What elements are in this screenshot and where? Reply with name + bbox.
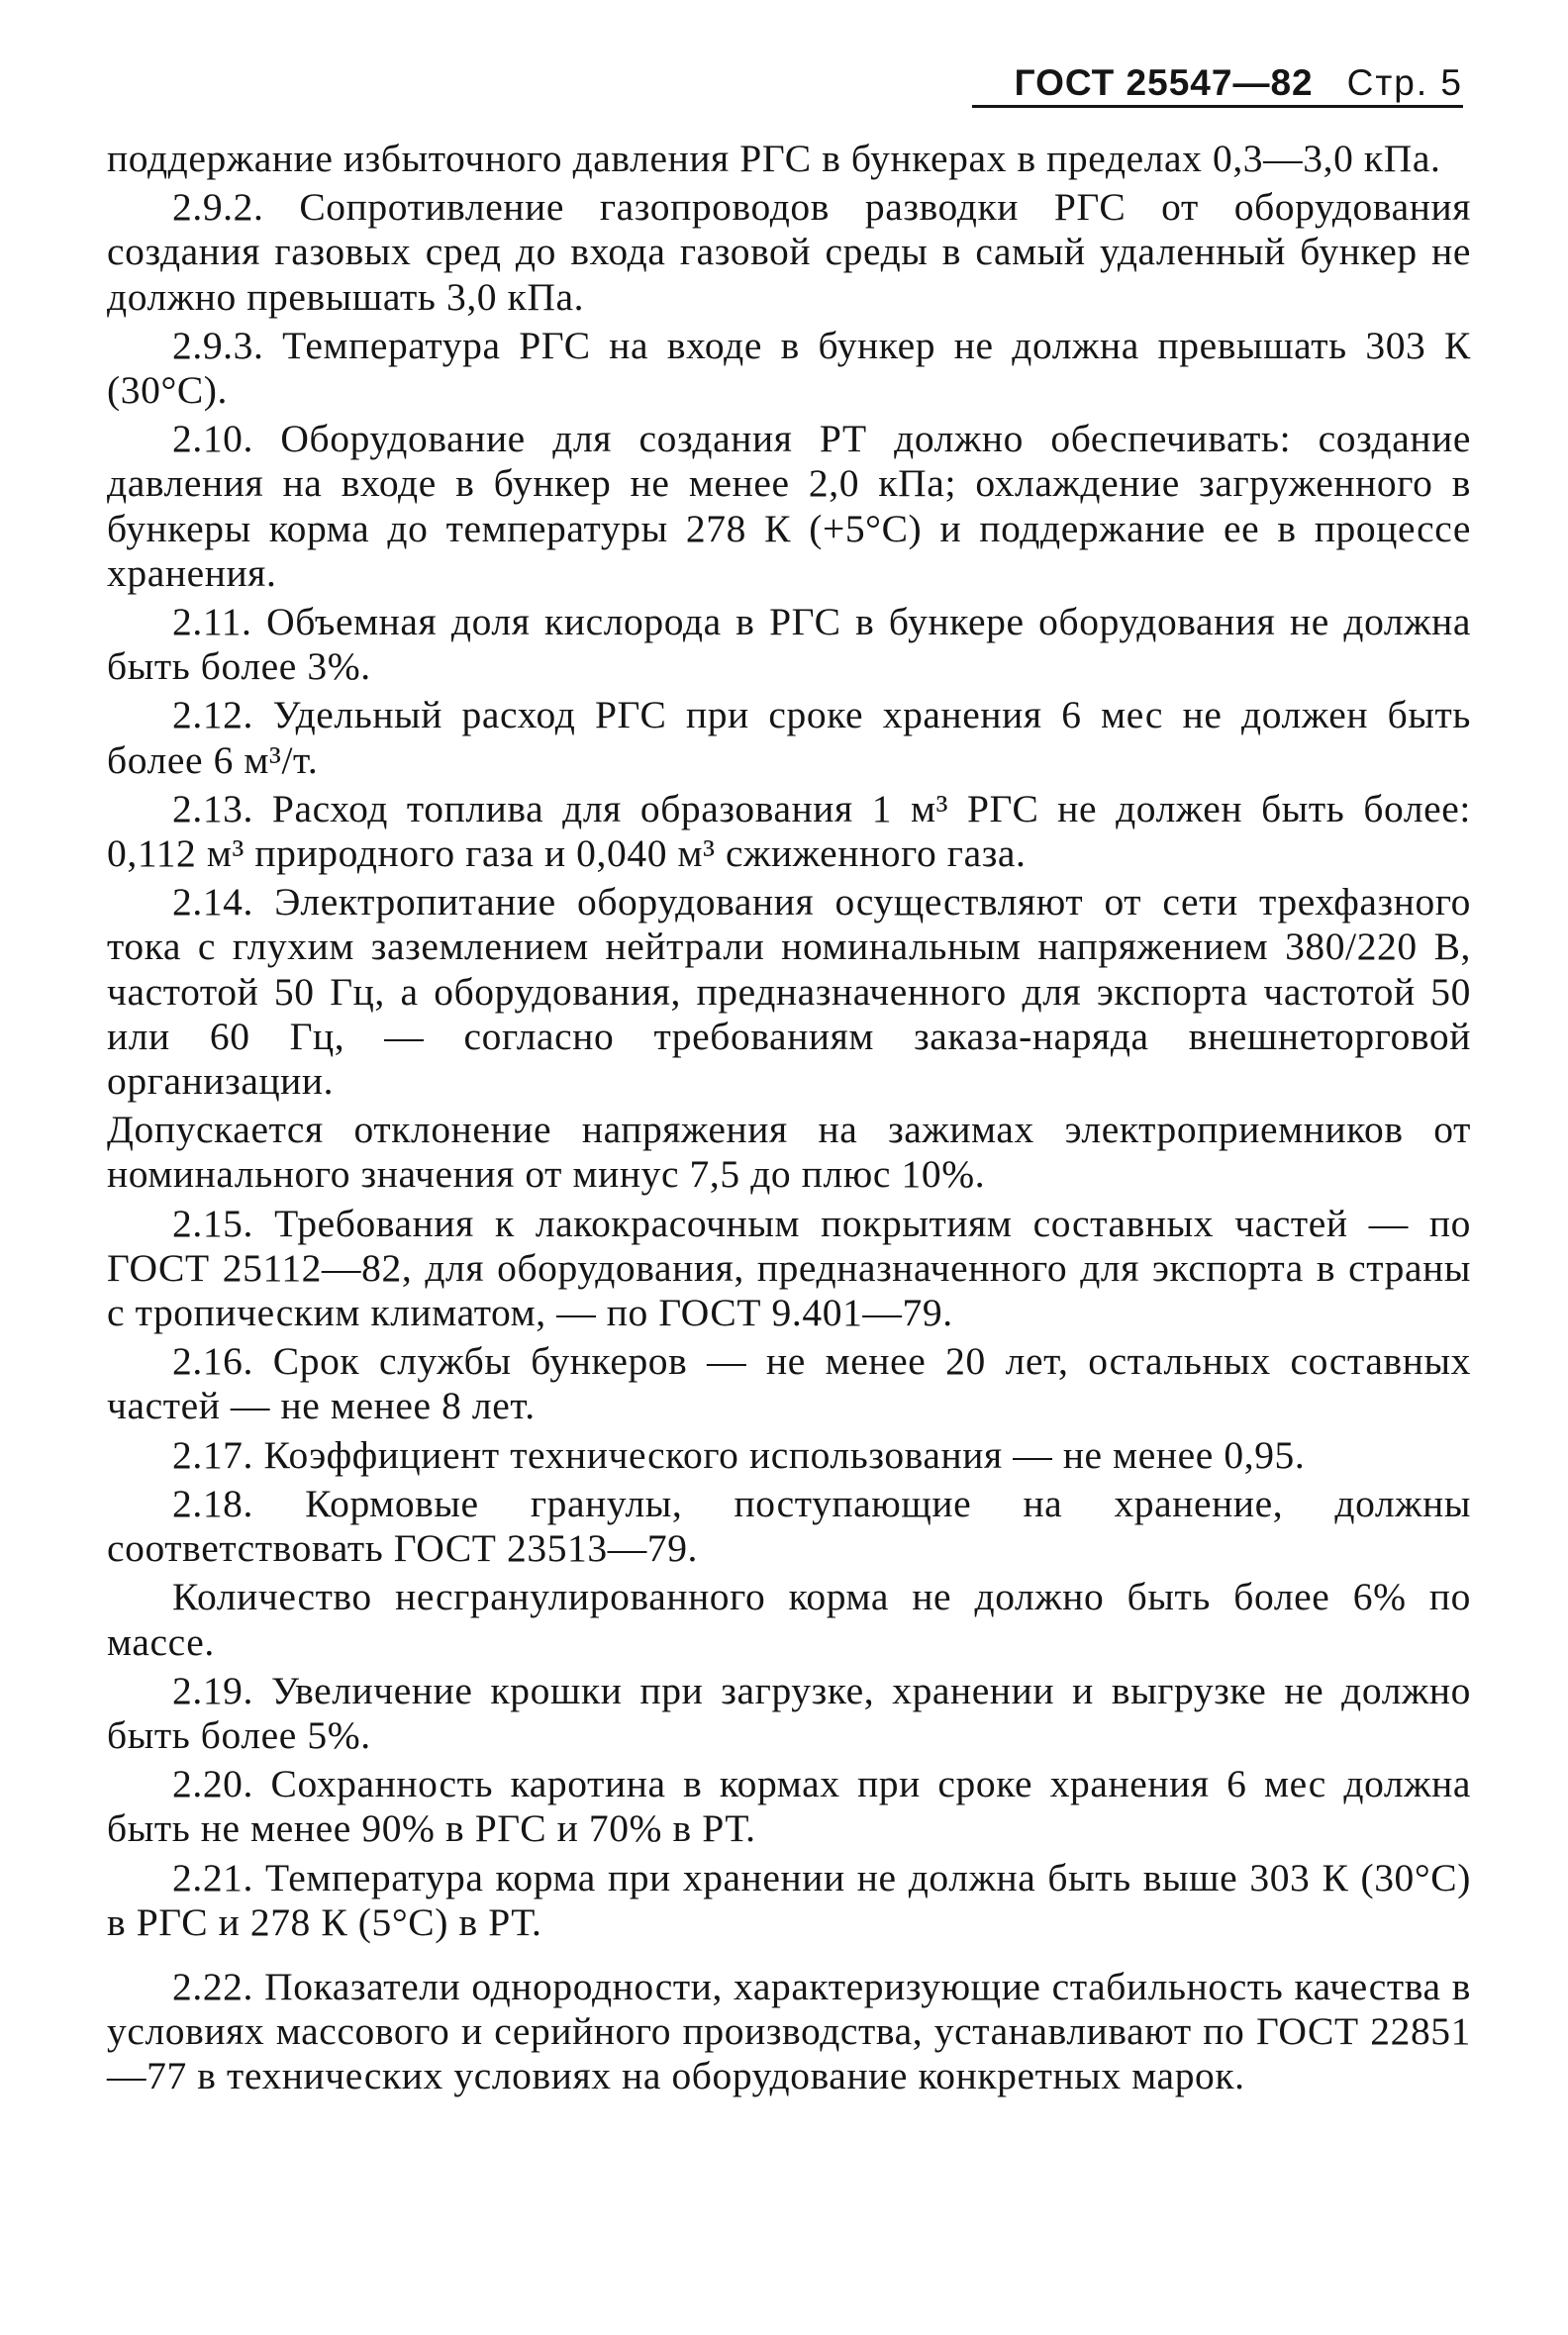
paragraph-2-21: 2.21. Температура корма при хранении не должна быть выше 303 К (30°С) в РГС и 278 К (5°С) в РТ. (107, 1855, 1471, 1944)
standard-number: ГОСТ 25547—82 (1014, 62, 1314, 103)
paragraph-2-10: 2.10. Оборудование для создания РТ должно обеспечивать: создание давления на входе в бункер не менее 2,0 кПа; охлаждение загруженного в бункеры корма до температуры 278 К (+5°С) и поддержание ее в процессе хранения. (107, 417, 1471, 595)
paragraph-2-19: 2.19. Увеличение крошки при загрузке, хранении и выгрузке не должно быть более 5%. (107, 1668, 1471, 1757)
paragraph-2-9-1-continuation: поддержание избыточного давления РГС в бункерах в пределах 0,3—3,0 кПа. (107, 137, 1441, 180)
paragraph-2-20: 2.20. Сохранность каротина в кормах при сроке хранения 6 мес должна быть не менее 90% в РГС и 70% в РТ. (107, 1762, 1471, 1851)
paragraph-2-16: 2.16. Срок службы бункеров — не менее 20 лет, остальных составных частей — не менее 8 лет. (107, 1339, 1471, 1428)
paragraph-2-15: 2.15. Требования к лакокрасочным покрытиям составных частей — по ГОСТ 25112—82, для оборудования, предназначенного для экспорта в страны с тропическим климатом, — по ГОСТ 9.401—79. (107, 1201, 1471, 1335)
paragraph-2-17: 2.17. Коэффициент технического использования — не менее 0,95. (172, 1432, 1306, 1477)
paragraph-2-13: 2.13. Расход топлива для образования 1 м³ РГС не должен быть более: 0,112 м³ природного газа и 0,040 м³ сжиженного газа. (107, 786, 1471, 876)
paragraph-ungranulated-feed: Количество несгранулированного корма не должно быть более 6% по массе. (107, 1575, 1471, 1664)
paragraph-2-14: 2.14. Электропитание оборудования осуществляют от сети трехфазного тока с глухим заземлением нейтрали номинальным напряжением 380/220 В, частотой 50 Гц, а оборудования, предназначенного для экспорта частотой 50 или 60 Гц, — согласно требованиям заказа-наряда внешнеторговой организации. (107, 880, 1471, 1104)
paragraph-2-22: 2.22. Показатели однородности, характеризующие стабильность качества в условиях массового и серийного производства, устанавливают по ГОСТ 22851—77 в технических условиях на оборудование конкретных марок. (107, 1964, 1471, 2098)
paragraph-2-12: 2.12. Удельный расход РГС при сроке хранения 6 мес не должен быть более 6 м³/т. (107, 693, 1471, 782)
paragraph-voltage-tolerance: Допускается отклонение напряжения на зажимах электроприемников от номинального значения от минус 7,5 до плюс 10%. (107, 1108, 1471, 1197)
header-rule (972, 105, 1463, 108)
paragraph-2-11: 2.11. Объемная доля кислорода в РГС в бункере оборудования не должна быть более 3%. (107, 600, 1471, 689)
page-number: Стр. 5 (1346, 62, 1463, 103)
document-body (107, 137, 1471, 2099)
paragraph-2-18: 2.18. Кормовые гранулы, поступающие на хранение, должны соответствовать ГОСТ 23513—79. (107, 1481, 1471, 1571)
paragraph-2-9-3: 2.9.3. Температура РГС на входе в бункер не должна превышать 303 К (30°С). (107, 323, 1471, 413)
paragraph-2-9-2: 2.9.2. Сопротивление газопроводов разводки РГС от оборудования создания газовых сред до входа газовой среды в самый удаленный бункер не должно превышать 3,0 кПа. (107, 185, 1471, 319)
